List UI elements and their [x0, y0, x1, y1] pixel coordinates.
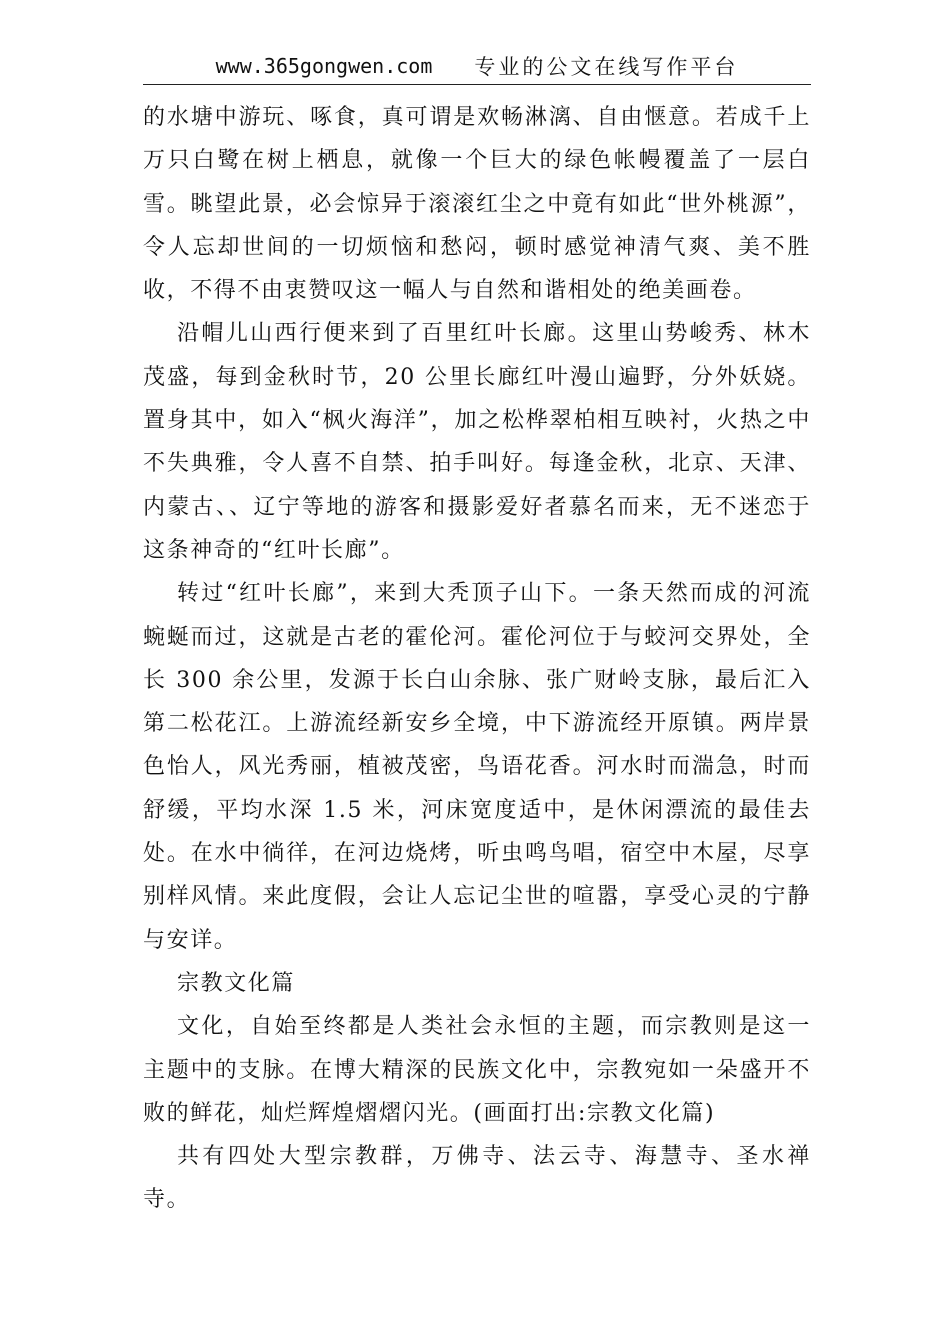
document-body [143, 96, 811, 1222]
paragraph-continued: 的水塘中游玩、啄食，真可谓是欢畅淋漓、自由惬意。若成千上万只白鹭在树上栖息，就像一个巨大的绿色帐幔覆盖了一层白雪。眺望此景，必会惊异于滚滚红尘之中竟有如此“世外桃源”，令人忘却世间的一切烦恼和愁闷，顿时感觉神清气爽、美不胜收，不得不由衷赞叹这一幅人与自然和谐相处的绝美画卷。 [143, 105, 811, 304]
site-slogan: 专业的公文在线写作平台 [474, 55, 739, 79]
site-url: www.365gongwen.com [215, 54, 433, 78]
paragraph-huolun-river: 转过“红叶长廊”，来到大秃顶子山下。一条天然而成的河流蜿蜒而过，这就是古老的霍伦河。霍伦河位于与蛟河交界处，全长 300 余公里，发源于长白山余脉、张广财岭支脉，最后汇入第二松花江。上游流经新安乡全境，中下游流经开原镇。两岸景色怡人，风光秀丽，植被茂密，鸟语花香。河水时而湍急，时而舒缓，平均水深 1.5 米，河床宽度适中，是休闲漂流的最佳去处。在水中徜徉，在河边烧烤，听虫鸣鸟唱，宿空中木屋，尽享别样风情。来此度假，会让人忘记尘世的喧嚣，享受心灵的宁静与安详。 [143, 581, 811, 953]
page-header [143, 48, 811, 85]
paragraph-religion-culture: 文化，自始至终都是人类社会永恒的主题，而宗教则是这一主题中的支脉。在博大精深的民族文化中，宗教宛如一朵盛开不败的鲜花，灿烂辉煌熠熠闪光。(画面打出:宗教文化篇) [143, 1014, 811, 1126]
paragraph-temples: 共有四处大型宗教群，万佛寺、法云寺、海慧寺、圣水禅寺。 [143, 1144, 811, 1213]
paragraph-red-leaf-corridor: 沿帽儿山西行便来到了百里红叶长廊。这里山势峻秀、林木茂盛，每到金秋时节，20 公里长廊红叶漫山遍野，分外妖娆。置身其中，如入“枫火海洋”，加之松桦翠柏相互映衬，火热之中不失典雅，令人喜不自禁、拍手叫好。每逢金秋，北京、天津、内蒙古、、辽宁等地的游客和摄影爱好者慕名而来，无不迷恋于这条神奇的“红叶长廊”。 [143, 321, 811, 563]
section-heading: 宗教文化篇 [177, 970, 296, 996]
